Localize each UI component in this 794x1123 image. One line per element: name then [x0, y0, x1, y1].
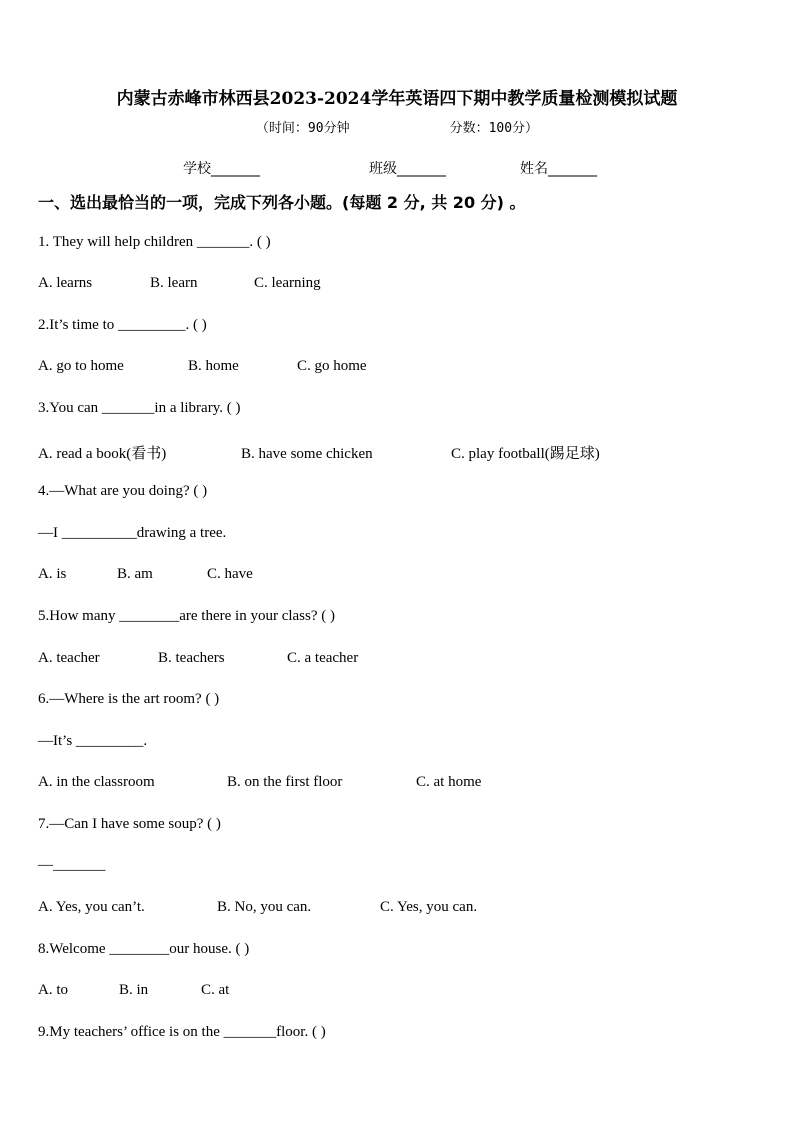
option: B. No, you can.: [217, 899, 312, 915]
section-heading: 一、选出最恰当的一项，完成下列各小题。(每题 2 分, 共 20 分) 。: [38, 193, 526, 212]
question-options: [38, 982, 229, 999]
option: B. am: [117, 566, 153, 582]
question-stem: 8.Welcome ________our house. ( ): [38, 941, 250, 957]
option: A. to: [38, 982, 68, 998]
question-options: [38, 358, 367, 375]
option: C. go home: [297, 358, 367, 374]
question-stem: 6.—Where is the art room? ( ): [38, 691, 220, 707]
question-options: [38, 774, 481, 791]
option: A. Yes, you can’t.: [38, 899, 145, 915]
time-limit: （时间：90分钟: [255, 121, 350, 136]
option: A. learns: [38, 275, 93, 291]
option: A. is: [38, 566, 67, 582]
option: A. go to home: [38, 358, 124, 374]
question-options: [38, 442, 600, 463]
exam-meta: [0, 117, 794, 136]
question-stem: 1. They will help children _______. ( ): [38, 234, 271, 250]
option: C. at home: [416, 774, 482, 790]
question-stem: —It’s _________.: [38, 733, 148, 749]
exam-title: 内蒙古赤峰市林西县2023-2024学年英语四下期中教学质量检测模拟试题: [116, 89, 678, 109]
question-stem: 5.How many ________are there in your class? ( ): [38, 608, 335, 624]
question-stem: 7.—Can I have some soup? ( ): [38, 816, 221, 832]
option: B. teachers: [158, 650, 225, 666]
question-options: [38, 566, 253, 583]
name-field: 姓名_______: [520, 161, 597, 177]
option: C. a teacher: [287, 650, 359, 666]
option: A. read a book(看书): [38, 446, 167, 462]
option: A. in the classroom: [38, 774, 155, 790]
option: A. teacher: [38, 650, 100, 666]
class-field: 班级_______: [369, 161, 446, 177]
question-options: [38, 899, 477, 916]
question-stem: —_______: [38, 857, 106, 873]
question-stem: —I __________drawing a tree.: [38, 525, 227, 541]
school-field: 学校_______: [183, 161, 260, 177]
question-options: [38, 650, 358, 667]
option: C. play football(踢足球): [451, 446, 600, 462]
option: C. Yes, you can.: [380, 899, 478, 915]
option: B. learn: [150, 275, 198, 291]
question-stem: 2.It’s time to _________. ( ): [38, 317, 207, 333]
question-stem: 9.My teachers’ office is on the _______floor. ( ): [38, 1024, 326, 1040]
question-options: [38, 275, 321, 292]
option: C. have: [207, 566, 253, 582]
option: C. at: [201, 982, 230, 998]
option: B. on the first floor: [227, 774, 343, 790]
option: C. learning: [254, 275, 321, 291]
option: B. home: [188, 358, 239, 374]
option: B. in: [119, 982, 149, 998]
question-stem: 3.You can _______in a library. ( ): [38, 400, 241, 416]
question-stem: 4.—What are you doing? ( ): [38, 483, 208, 499]
total-score: 分数：100分）: [449, 121, 539, 136]
option: B. have some chicken: [241, 446, 373, 462]
